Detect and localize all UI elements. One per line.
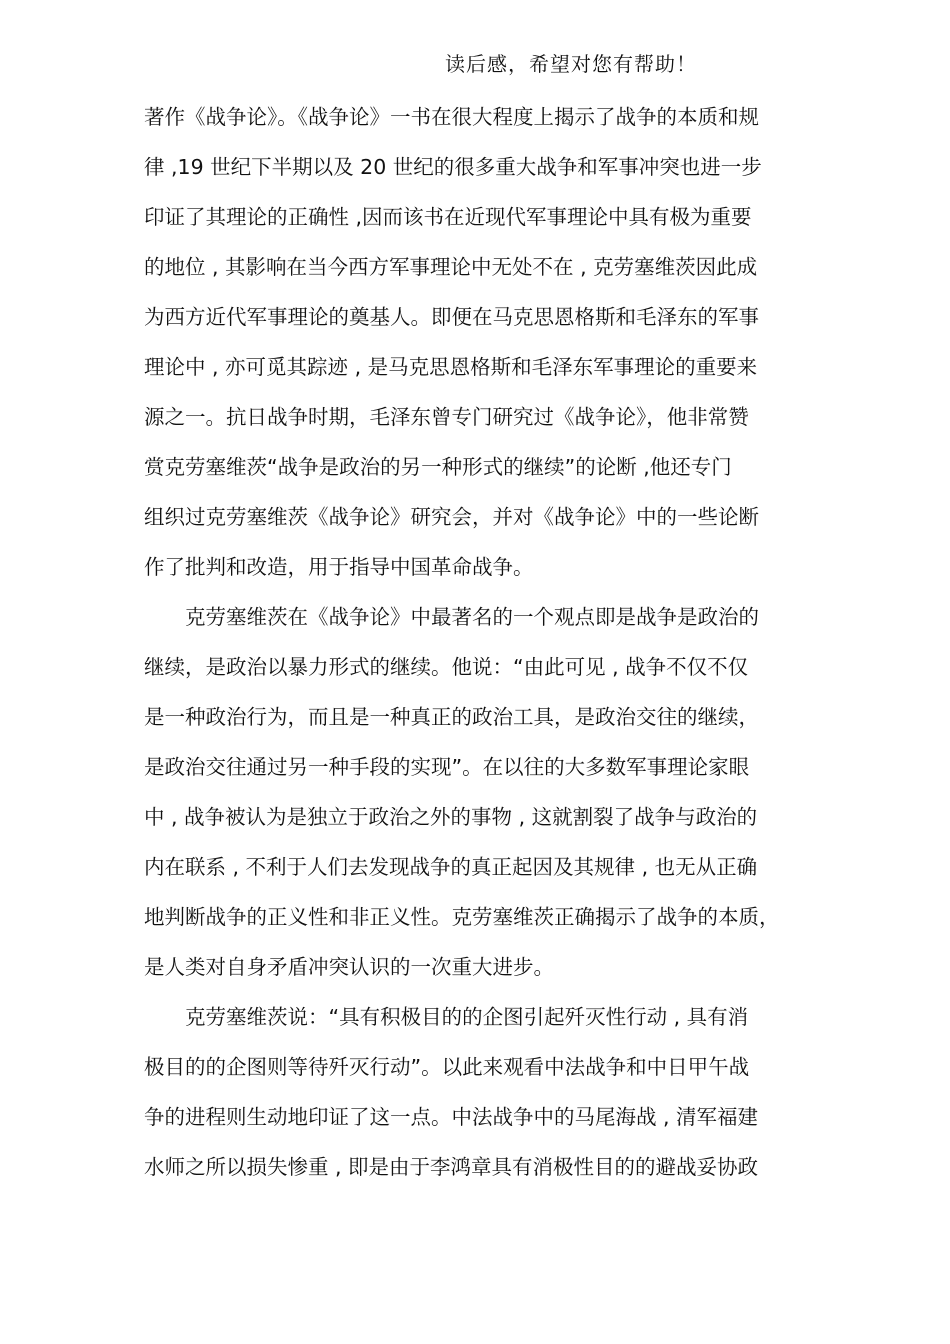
text-line: 克劳塞维茨说：“具有积极目的的企图引起歼灭性行动 , 具有消 [144, 1005, 749, 1029]
text-line: 继续，是政治以暴力形式的继续。他说：“由此可见 , 战争不仅不仅 [144, 655, 749, 679]
text-line: 克劳塞维茨在《战争论》中最著名的一个观点即是战争是政治的 [144, 605, 759, 629]
text-line: 是政治交往通过另一种手段的实现”。在以往的大多数军事理论家眼 [144, 755, 750, 779]
text-line: 作了批判和改造，用于指导中国革命战争。 [144, 555, 534, 579]
body-text [144, 92, 824, 1192]
text-line: 内在联系 , 不利于人们去发现战争的真正起因及其规律 , 也无从正确 [144, 855, 758, 879]
page-header: 读后感，希望对您有帮助！ [445, 52, 697, 76]
text-line: 赏克劳塞维茨“战争是政治的另一种形式的继续”的论断 ,他还专门 [144, 455, 732, 479]
text-line: 是一种政治行为，而且是一种真正的政治工具，是政治交往的继续， [144, 705, 759, 729]
text-line: 的地位 , 其影响在当今西方军事理论中无处不在 , 克劳塞维茨因此成 [144, 255, 758, 279]
text-line: 组织过克劳塞维茨《战争论》研究会，并对《战争论》中的一些论断 [144, 505, 759, 529]
text-line: 印证了其理论的正确性 ,因而该书在近现代军事理论中具有极为重要 [144, 205, 752, 229]
text-line: 源之一。抗日战争时期，毛泽东曾专门研究过《战争论》，他非常赞 [144, 405, 749, 429]
text-line: 律 ,19 世纪下半期以及 20 世纪的很多重大战争和军事冲突也进一步 [144, 155, 762, 179]
text-line: 理论中 , 亦可觅其踪迹 , 是马克思恩格斯和毛泽东军事理论的重要来 [144, 355, 758, 379]
text-line: 争的进程则生动地印证了这一点。中法战争中的马尾海战 , 清军福建 [144, 1105, 759, 1129]
text-line: 是人类对自身矛盾冲突认识的一次重大进步。 [144, 955, 554, 979]
text-line: 地判断战争的正义性和非正义性。克劳塞维茨正确揭示了战争的本质， [144, 905, 780, 929]
text-line: 水师之所以损失惨重 , 即是由于李鸿章具有消极性目的的避战妥协政 [144, 1155, 759, 1179]
text-line: 著作《战争论》。《战争论》一书在很大程度上揭示了战争的本质和规 [144, 105, 759, 129]
text-line: 极目的的企图则等待歼灭行动”。以此来观看中法战争和中日甲午战 [144, 1055, 750, 1079]
text-line: 为西方近代军事理论的奠基人。即便在马克思恩格斯和毛泽东的军事 [144, 305, 759, 329]
text-line: 中 , 战争被认为是独立于政治之外的事物 , 这就割裂了战争与政治的 [144, 805, 758, 829]
